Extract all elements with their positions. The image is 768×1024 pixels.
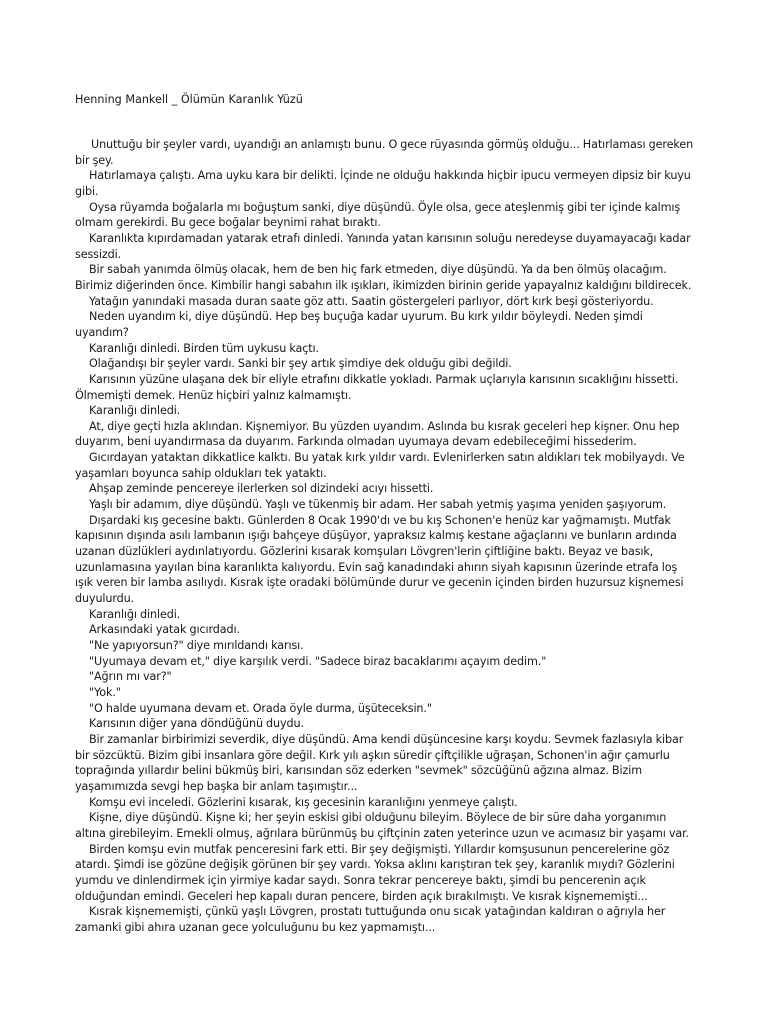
paragraph: "Yok." bbox=[89, 685, 121, 699]
paragraph: Bir sabah yanımda ölmüş olacak, hem de ben hiç fark etmeden, diye düşündü. Ya da ben ölmüş olacağım. Birimiz diğerinden önce. Kimbilir hangi sabahın ilk ışıkları, ikimizden birinin geride yapayalnız kaldığını bildirecek. bbox=[75, 263, 692, 292]
paragraph: Arkasındaki yatak gıcırdadı. bbox=[89, 623, 240, 637]
paragraph: Komşu evi inceledi. Gözlerini kısarak, kış gecesinin karanlığını yenmeye çalıştı. bbox=[89, 795, 518, 809]
paragraph: Neden uyandım ki, diye düşündü. Hep beş buçuğa kadar uyurum. Bu kırk yıldır böyleydi. Neden şimdi uyandım? bbox=[75, 310, 643, 339]
paragraph: Yaşlı bir adamım, diye düşündü. Yaşlı ve tükenmiş bir adam. Her sabah yetmiş yaşıma yeniden şaşıyorum. bbox=[89, 498, 667, 512]
document-title: Henning Mankell _ Ölümün Karanlık Yüzü bbox=[75, 93, 303, 106]
paragraph: Karısının yüzüne ulaşana dek bir eliyle etrafını dikkatle yokladı. Parmak uçlarıyla karısının sıcaklığını hissetti. Ölmemişti demek. Henüz hiçbiri yalnız kalmamıştı. bbox=[75, 372, 679, 402]
paragraph: Kısrak kişnememişti, çünkü yaşlı Lövgren, prostatı tuttuğunda onu sıcak yatağından kaldıran o ağrıyla her zamanki gibi ahıra uzanan gece yolculuğunu bu kez yapmamıştı... bbox=[75, 905, 666, 934]
paragraph: Ahşap zeminde pencereye ilerlerken sol dizindeki acıyı hissetti. bbox=[89, 482, 434, 496]
paragraph: Karanlığı dinledi. bbox=[89, 607, 181, 621]
paragraph: Oysa rüyamda boğalarla mı boğuştum sanki, diye düşündü. Öyle olsa, gece ateşlenmiş gibi ter içinde kalmış olmam gerekirdi. Bu gece boğalar beynimi rahat bıraktı. bbox=[75, 200, 681, 230]
paragraph: Karanlığı dinledi. bbox=[89, 404, 181, 418]
paragraph: "Uyumaya devam et," diye karşılık verdi. "Sadece biraz bacaklarımı açayım dedim." bbox=[89, 654, 547, 668]
paragraph: Karanlıkta kıpırdamadan yatarak etrafı dinledi. Yanında yatan karısının soluğu neredeyse duyamayacağı kadar sessizdi. bbox=[75, 231, 691, 261]
paragraph: Yatağın yanındaki masada duran saate göz attı. Saatin göstergeleri parlıyor, dört kırk beşi gösteriyordu. bbox=[89, 294, 654, 308]
paragraph: "Ne yapıyorsun?" diye mırıldandı karısı. bbox=[89, 639, 304, 652]
paragraph: Karısının diğer yana döndüğünü duydu. bbox=[89, 717, 304, 731]
paragraph: Bir zamanlar birbirimizi severdik, diye düşündü. Ama kendi düşüncesine karşı koydu. Sevmek fazlasıyla kibar bir sözcüktü. Bizim gibi insanlara göre değil. Kırk yılı aşkın süredir çiftçilikle uğraşan, Schonen'in ağır çamurlu toprağında yıllardır belini bükmüş biri, karısından söz ederken "sevmek" sözcüğünü ağzına almaz. Bizim yaşamımızda sevgi hep başka bir anlam taşımıştır... bbox=[75, 732, 684, 793]
paragraph: At, diye geçti hızla aklından. Kişnemiyor. Bu yüzden uyandım. Aslında bu kısrak geceleri hep kişner. Onu hep duyarım, beni uyandırmasa da duyarım. Farkında olmadan uyumaya devam edebileceğimi hissederim. bbox=[75, 419, 680, 449]
paragraph: Dışardaki kış gecesine baktı. Günlerden 8 Ocak 1990'dı ve bu kış Schonen'e henüz kar yağmamıştı. Mutfak kapısının dışında asılı lambanın ışığı bahçeye düşüyor, yapraksız kalmış kestane ağaçlarını ve bunların ardında uzanan düzlükleri aydınlatıyordu. Gözlerini kısarak komşuları Lövgren'lerin çiftliğine baktı. Beyaz ve basık, uzunlamasına yayılan bina karanlıkta kalıyordu. Evin sağ kanadındaki ahırın siyah kapısının üzerinde etrafa loş ışık veren bir lamba asılıydı. Kısrak işte oradaki bölümünde durur ve gecenin içinden birden huzursuz kişnemesi duyulurdu. bbox=[75, 513, 684, 606]
paragraph: "O halde uyumana devam et. Orada öyle durma, üşüteceksin." bbox=[89, 701, 432, 715]
paragraph: Olağandışı bir şeyler vardı. Sanki bir şey artık şimdiye dek olduğu gibi değildi. bbox=[89, 357, 512, 371]
paragraph: "Ağrın mı var?" bbox=[89, 670, 172, 684]
paragraph: Gıcırdayan yataktan dikkatlice kalktı. Bu yatak kırk yıldır vardı. Evlenirlerken satın aldıkları tek mobilyaydı. Ve yaşamları boyunca sahip oldukları tek yataktı. bbox=[75, 451, 685, 480]
paragraph: Kişne, diye düşündü. Kişne ki; her şeyin eskisi gibi olduğunu bileyim. Böylece de bir süre daha yorganımın altına girebileyim. Emekli olmuş, ağrılara bürünmüş bu çiftçinin zaten yeterince uzun ve acımasız bir yaşamı var. bbox=[75, 811, 689, 840]
paragraph: Birden komşu evin mutfak penceresini fark etti. Bir şey değişmişti. Yıllardır komşusunun pencerelerine göz atardı. Şimdi ise gözüne değişik görünen bir şey vardı. Yoksa aklını karıştıran tek şey, karanlık mıydı? Gözlerini yumdu ve dinlendirmek için yirmiye kadar saydı. Sonra tekrar pencereye baktı, şimdi bu pencerenin açık olduğundan emindi. Geceleri hep kapalı duran pencere, birden açık bırakılmıştı. Ve kısrak kişnememişti... bbox=[75, 842, 675, 903]
document-body bbox=[75, 137, 695, 935]
paragraph: Unuttuğu bir şeyler vardı, uyandığı an anlamıştı bunu. O gece rüyasında görmüş olduğu... Hatırlaması gereken bir şey. bbox=[75, 138, 694, 167]
paragraph: Karanlığı dinledi. Birden tüm uykusu kaçtı. bbox=[89, 341, 319, 355]
paragraph: Hatırlamaya çalıştı. Ama uyku kara bir delikti. İçinde ne olduğu hakkında hiçbir ipucu vermeyen dipsiz bir kuyu gibi. bbox=[75, 169, 691, 198]
